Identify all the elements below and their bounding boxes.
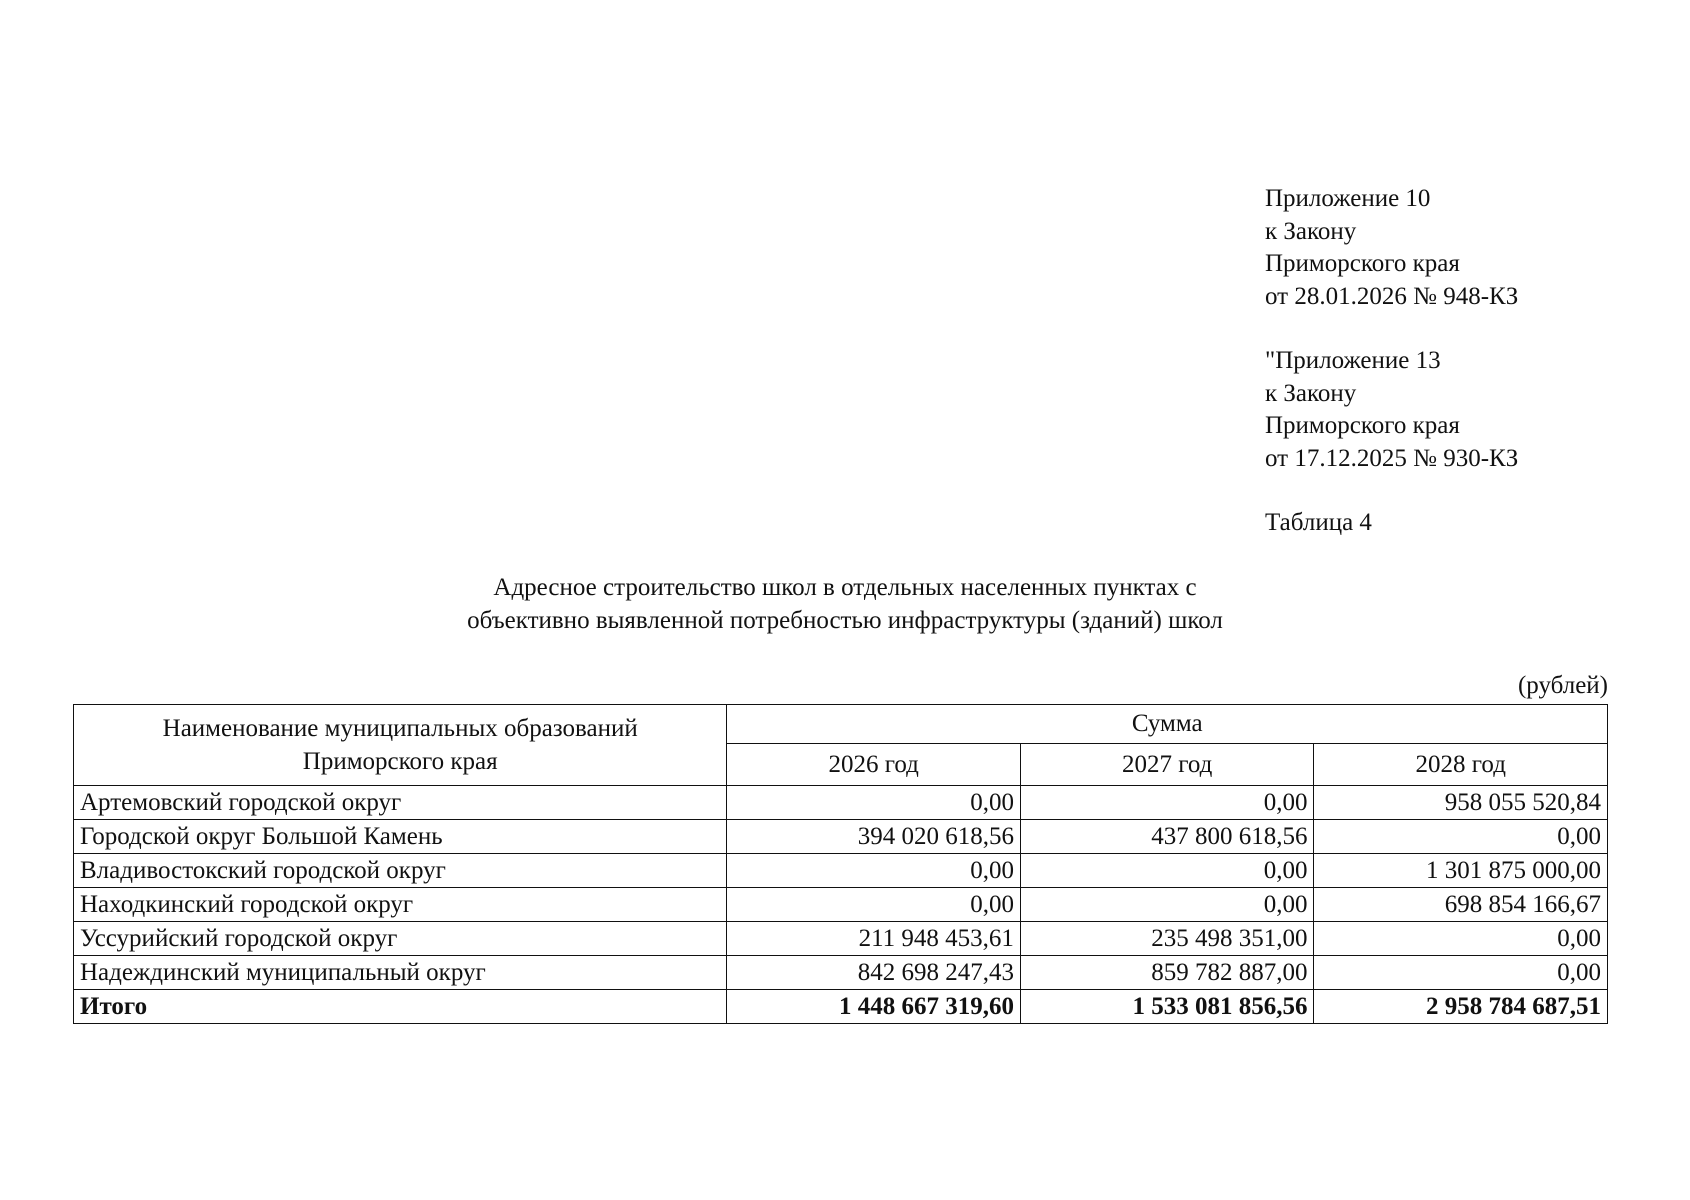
title-line: объективно выявленной потребностью инфраструктуры (зданий) школ: [467, 607, 1223, 634]
amount-2028: 0,00: [1314, 820, 1608, 854]
total-label: Итого: [74, 990, 727, 1024]
annex-line: Приморского края: [1265, 250, 1460, 277]
amount-2026: 211 948 453,61: [727, 922, 1021, 956]
amount-2026: 0,00: [727, 888, 1021, 922]
annex-line: от 17.12.2025 № 930-КЗ: [1265, 444, 1519, 472]
table-row: [74, 820, 1608, 854]
amount-2026: 842 698 247,43: [727, 956, 1021, 990]
header-sum: Сумма: [727, 705, 1608, 744]
header-line: Приморского края: [302, 748, 498, 775]
table-header-row: [74, 705, 1608, 744]
annex-line: Приложение 10: [1265, 185, 1431, 212]
amount-2027: 0,00: [1020, 888, 1314, 922]
amount-2027: 859 782 887,00: [1020, 956, 1314, 990]
previous-annex-block: [1265, 345, 1518, 475]
header-year-2028: 2028 год: [1314, 744, 1608, 786]
amount-2026: 394 020 618,56: [727, 820, 1021, 854]
units-label: (рублей): [1517, 672, 1608, 699]
header-year-2026: 2026 год: [727, 744, 1021, 786]
table-label: Таблица 4: [1265, 509, 1372, 536]
amount-2027: 235 498 351,00: [1020, 922, 1314, 956]
annex-line: к Закону: [1265, 379, 1357, 407]
annex-line: к Закону: [1265, 217, 1357, 245]
annex-line: от 28.01.2026 № 948-КЗ: [1265, 282, 1519, 310]
document-title: [290, 571, 1400, 637]
municipality-name: Артемовский городской округ: [74, 786, 727, 820]
header-municipality: [74, 705, 727, 786]
annex-line: "Приложение 13: [1265, 347, 1441, 374]
amount-2028: 0,00: [1314, 956, 1608, 990]
title-line: Адресное строительство школ в отдельных населенных пунктах с: [493, 574, 1197, 601]
table-row: [74, 888, 1608, 922]
amount-2026: 0,00: [727, 786, 1021, 820]
total-2027: 1 533 081 856,56: [1020, 990, 1314, 1024]
amount-2027: 437 800 618,56: [1020, 820, 1314, 854]
total-2028: 2 958 784 687,51: [1314, 990, 1608, 1024]
municipality-name: Находкинский городской округ: [74, 888, 727, 922]
municipality-name: Владивостокский городской округ: [74, 854, 727, 888]
annex-line: Приморского края: [1265, 412, 1460, 439]
amount-2028: 698 854 166,67: [1314, 888, 1608, 922]
amount-2028: 958 055 520,84: [1314, 786, 1608, 820]
amount-2028: 1 301 875 000,00: [1314, 854, 1608, 888]
table-row: [74, 956, 1608, 990]
amount-2027: 0,00: [1020, 854, 1314, 888]
total-2026: 1 448 667 319,60: [727, 990, 1021, 1024]
municipality-name: Уссурийский городской округ: [74, 922, 727, 956]
table-row: [74, 854, 1608, 888]
table-total-row: [74, 990, 1608, 1024]
header-year-2027: 2027 год: [1020, 744, 1314, 786]
budget-table: [73, 704, 1608, 1024]
header-line: Наименование муниципальных образований: [162, 715, 638, 742]
municipality-name: Надеждинский муниципальный округ: [74, 956, 727, 990]
annex-block: [1265, 183, 1518, 313]
amount-2027: 0,00: [1020, 786, 1314, 820]
table-row: [74, 922, 1608, 956]
table-row: [74, 786, 1608, 820]
amount-2026: 0,00: [727, 854, 1021, 888]
amount-2028: 0,00: [1314, 922, 1608, 956]
municipality-name: Городской округ Большой Камень: [74, 820, 727, 854]
